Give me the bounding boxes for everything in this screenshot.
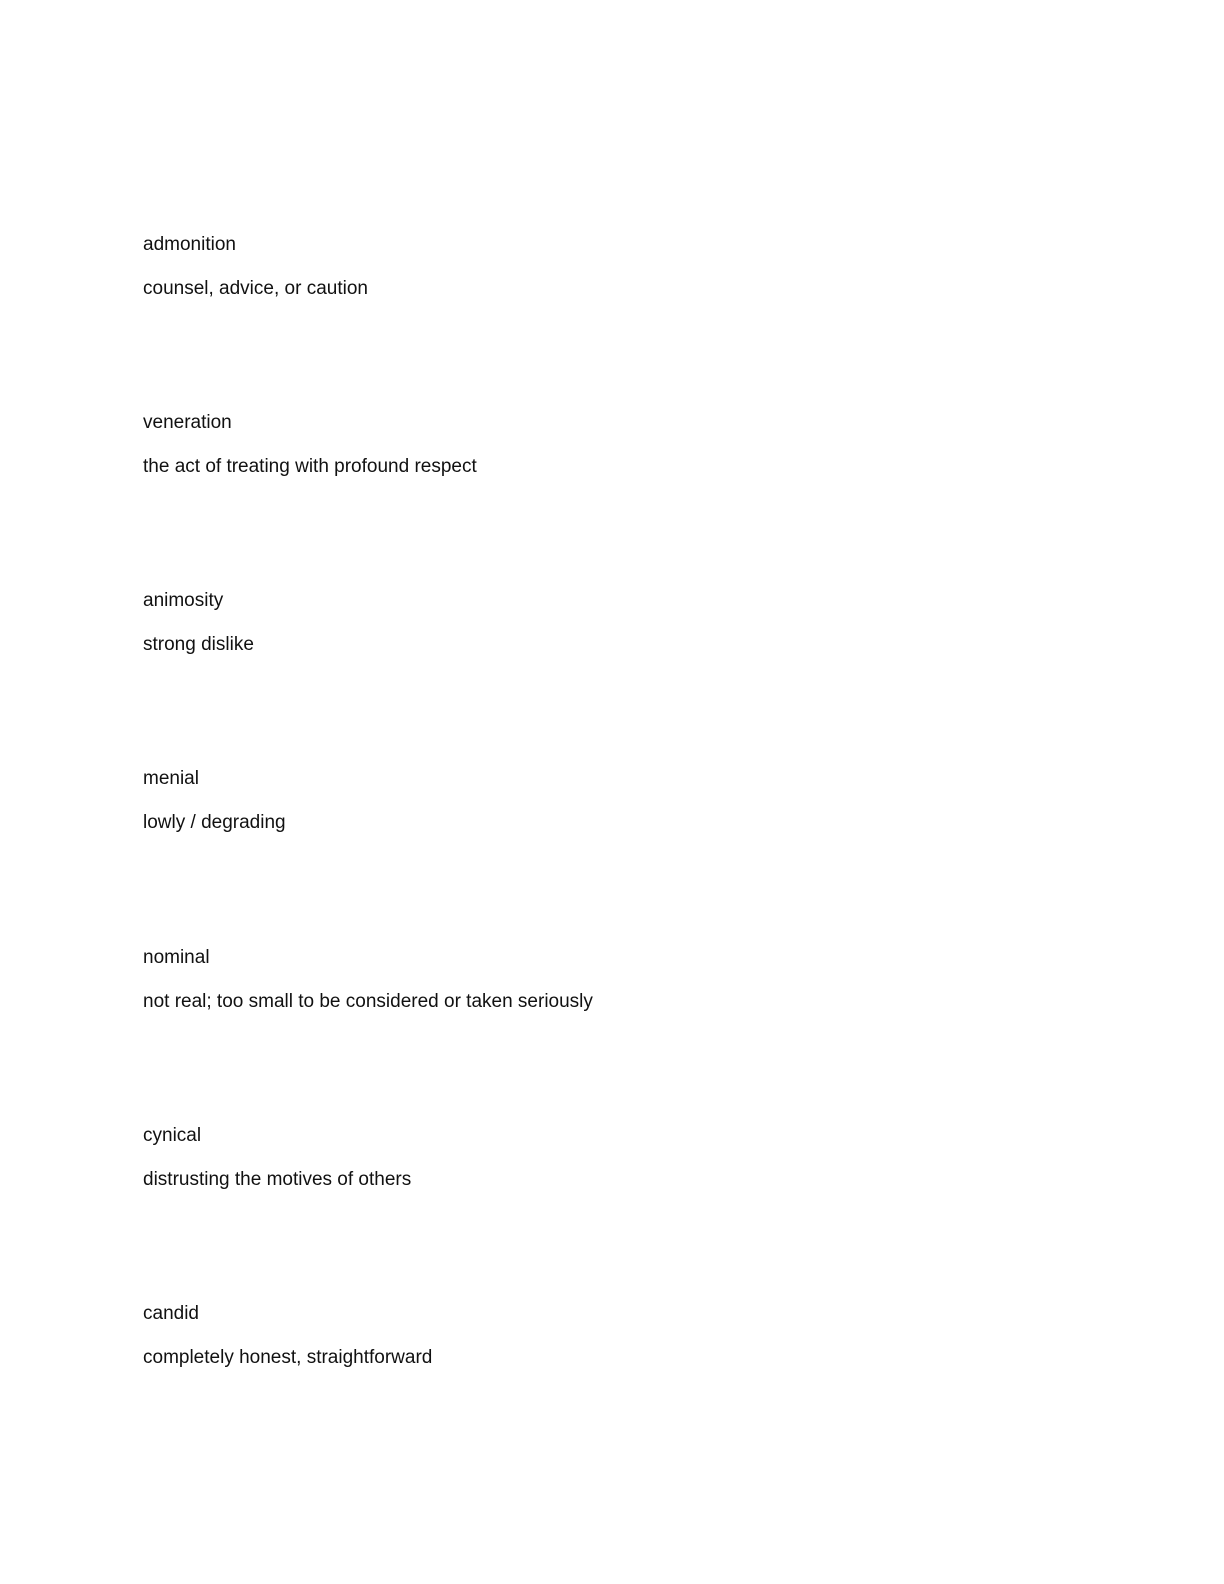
vocab-term: animosity — [143, 590, 224, 611]
vocab-entry — [143, 589, 1043, 657]
vocab-entry — [143, 767, 1043, 835]
vocab-term: nominal — [143, 947, 210, 968]
vocab-entry — [143, 1124, 1043, 1192]
vocab-definition: counsel, advice, or caution — [143, 278, 368, 299]
vocab-entry — [143, 1302, 1043, 1370]
vocab-definition: distrusting the motives of others — [143, 1169, 412, 1190]
vocab-definition: the act of treating with profound respect — [143, 456, 477, 477]
vocab-term: candid — [143, 1303, 199, 1324]
vocab-term: admonition — [143, 234, 236, 255]
vocab-term: veneration — [143, 412, 232, 433]
vocab-term: menial — [143, 768, 199, 789]
vocab-entry — [143, 411, 1043, 479]
vocab-definition: lowly / degrading — [143, 812, 286, 833]
vocab-definition: not real; too small to be considered or taken seriously — [143, 991, 593, 1012]
vocab-entry — [143, 233, 1043, 301]
vocab-term: cynical — [143, 1125, 202, 1146]
vocab-definition: completely honest, straightforward — [143, 1347, 433, 1368]
vocab-definition: strong dislike — [143, 634, 254, 655]
vocab-entry — [143, 946, 1043, 1014]
